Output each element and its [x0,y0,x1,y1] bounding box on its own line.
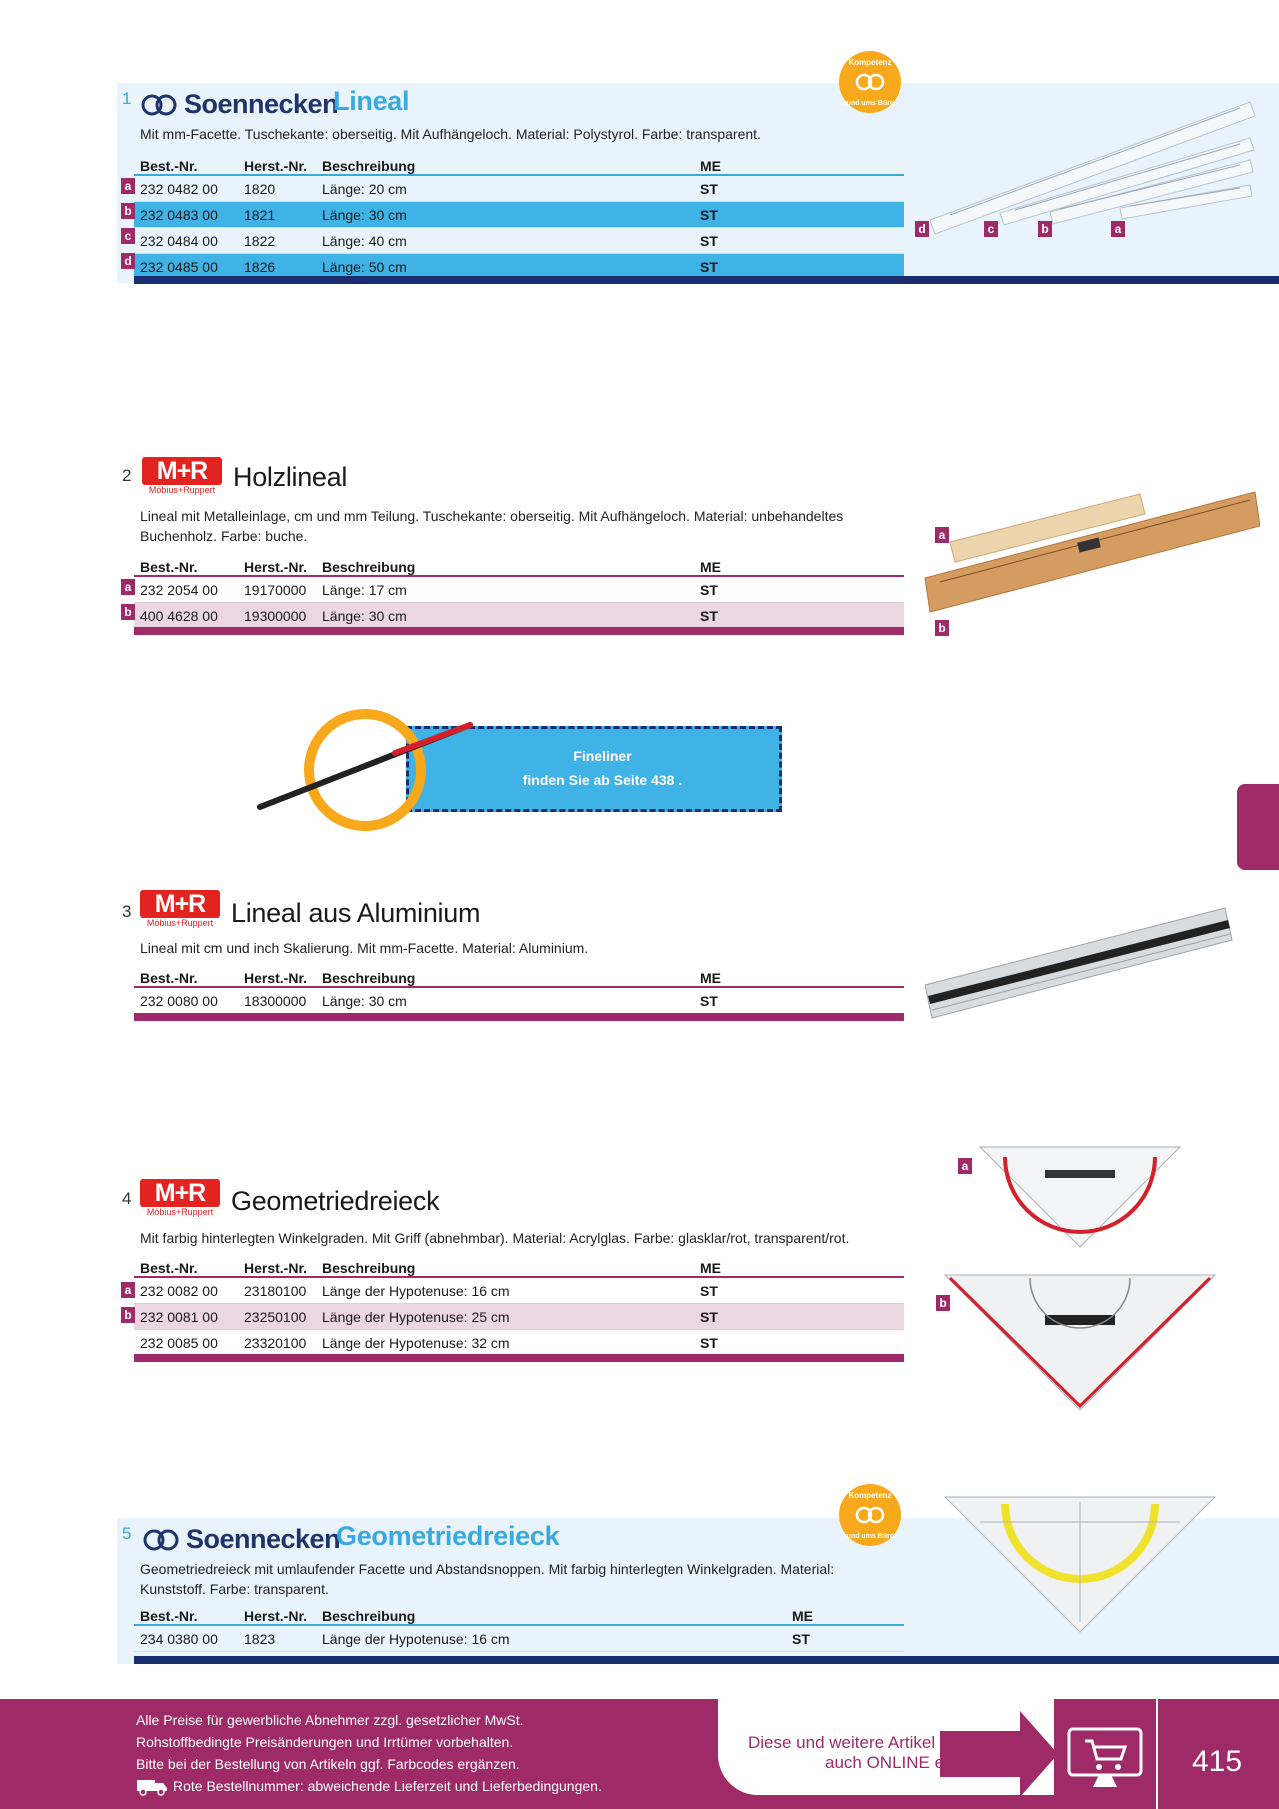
section-5-table [134,1601,904,1652]
beschreibung: Länge der Hypotenuse: 16 cm [316,1625,786,1652]
mr-logo-sub: Möbius+Ruppert [146,918,214,928]
footer [0,1699,1279,1809]
section-1-title: Lineal [333,86,410,116]
variant-letter: a [121,178,135,194]
kompetenz-badge [839,1484,901,1546]
badge-line1: Kompetenz [848,1491,892,1500]
section-3-title: Lineal aus Aluminium [231,898,481,928]
best-nr: 232 0080 00 [134,987,238,1014]
herst-nr: 23320100 [238,1330,316,1356]
col-beschreibung: Beschreibung [316,1253,694,1277]
moebius-ruppert-logo [140,1179,220,1219]
table-row [134,987,904,1014]
col-best: Best.-Nr. [134,963,238,987]
table-row [134,202,904,228]
table-row [134,1625,904,1652]
variant-letter: b [121,1307,135,1323]
mr-logo-sub: Möbius+Ruppert [146,1207,214,1217]
section-5-description: Geometriedreieck mit umlaufender Facette und Abstandsnoppen. Mit farbig hinterlegten Winkelgraden. Material: Kunststoff. Farbe: transparent. [140,1561,835,1597]
herst-nr: 23250100 [238,1304,316,1330]
best-nr: 232 0482 00 [134,175,238,202]
cart-monitor-icon[interactable] [1065,1727,1145,1793]
fineliner-pen-image [255,705,485,835]
badge-line1: Kompetenz [848,58,892,67]
section-1-number: 1 [122,89,132,108]
col-herst: Herst.-Nr. [238,151,316,175]
footer-line-3: Bitte bei der Bestellung von Artikeln ggf. Farbcodes ergänzen. [136,1756,520,1772]
promo-line2: finden Sie ab Seite 438 . [522,772,683,788]
section-5-number: 5 [122,1524,132,1543]
me: ST [694,254,904,280]
section-2-title: Holzlineal [233,462,348,492]
col-herst: Herst.-Nr. [238,1601,316,1625]
image-letter: a [935,527,949,543]
me: ST [694,1304,904,1330]
table-row [134,603,904,629]
herst-nr: 1822 [238,228,316,254]
beschreibung: Länge der Hypotenuse: 16 cm [316,1277,694,1304]
col-best: Best.-Nr. [134,151,238,175]
best-nr: 232 0085 00 [134,1330,238,1356]
footer-divider [1156,1699,1158,1809]
image-letter: a [1111,221,1125,237]
col-me: ME [694,552,904,576]
chapter-tab[interactable] [1237,784,1279,870]
me: ST [694,1277,904,1304]
footer-line-1: Alle Preise für gewerbliche Abnehmer zzgl. gesetzlicher MwSt. [136,1712,524,1728]
col-me: ME [694,1253,904,1277]
col-best: Best.-Nr. [134,1601,238,1625]
online-line-1: Diese und weitere Artikel [748,1733,936,1752]
col-beschreibung: Beschreibung [316,151,694,175]
aluminium-ruler-image [920,900,1240,1030]
moebius-ruppert-logo [140,890,220,930]
section-4-description: Mit farbig hinterlegten Winkelgraden. Mit Griff (abnehmbar). Material: Acrylglas. Farbe: glasklar/rot, transparent/rot. [140,1230,850,1246]
badge-line2: rund ums Büro. [843,100,897,107]
beschreibung: Länge der Hypotenuse: 32 cm [316,1330,694,1356]
image-letter: b [1038,221,1052,237]
col-herst: Herst.-Nr. [238,552,316,576]
col-best: Best.-Nr. [134,1253,238,1277]
beschreibung: Länge: 30 cm [316,202,694,228]
promo-line1: Fineliner [573,748,632,764]
best-nr: 234 0380 00 [134,1625,238,1652]
best-nr: 400 4628 00 [134,603,238,629]
herst-nr: 19170000 [238,576,316,603]
image-letter: b [936,1295,950,1311]
me: ST [694,603,904,629]
herst-nr: 1826 [238,254,316,280]
variant-letter: b [121,203,135,219]
page-number: 415 [1191,1745,1243,1778]
soennecken-logo [140,89,338,120]
section-3-number: 3 [122,902,132,921]
me: ST [694,228,904,254]
section-1-table [134,151,904,280]
section-1-bar [134,276,1279,284]
triangle-soennecken-image [940,1492,1220,1637]
mr-logo-sub: Möbius+Ruppert [148,485,216,495]
kompetenz-rings-icon [839,1484,901,1546]
col-best: Best.-Nr. [134,552,238,576]
herst-nr: 1820 [238,175,316,202]
section-4-bar [134,1354,904,1362]
beschreibung: Länge: 17 cm [316,576,694,603]
kompetenz-rings-icon [839,51,901,113]
col-herst: Herst.-Nr. [238,1253,316,1277]
best-nr: 232 0485 00 [134,254,238,280]
col-beschreibung: Beschreibung [316,1601,786,1625]
table-row [134,1304,904,1330]
section-4-table [134,1253,904,1356]
mr-logo-mark: M+R [140,1179,220,1207]
variant-letter: a [121,1282,135,1298]
beschreibung: Länge der Hypotenuse: 25 cm [316,1304,694,1330]
herst-nr: 1821 [238,202,316,228]
best-nr: 232 2054 00 [134,576,238,603]
mr-logo-mark: M+R [140,890,220,918]
delivery-truck-icon [136,1778,168,1796]
kompetenz-badge [839,51,901,113]
soennecken-logo [142,1524,340,1555]
beschreibung: Länge: 30 cm [316,987,694,1014]
variant-letter: d [121,253,135,269]
me: ST [694,1330,904,1356]
badge-line2: rund ums Büro. [843,1533,897,1540]
col-beschreibung: Beschreibung [316,963,694,987]
table-row [134,1330,904,1356]
herst-nr: 19300000 [238,603,316,629]
section-2-bar [134,627,904,635]
table-row [134,1277,904,1304]
best-nr: 232 0081 00 [134,1304,238,1330]
variant-letter: c [121,228,135,244]
triangle-a-image [975,1142,1185,1252]
beschreibung: Länge: 20 cm [316,175,694,202]
me: ST [694,175,904,202]
section-3-table [134,963,904,1014]
me: ST [694,576,904,603]
section-2-table [134,552,904,629]
footer-line-4: Rote Bestellnummer: abweichende Lieferzeit und Lieferbedingungen. [173,1778,602,1794]
image-letter: c [984,221,998,237]
section-4-title: Geometriedreieck [231,1186,440,1216]
footer-line-2: Rohstoffbedingte Preisänderungen und Irrtümer vorbehalten. [136,1734,514,1750]
wooden-rulers-image [920,470,1260,620]
image-letter: a [958,1158,972,1174]
col-beschreibung: Beschreibung [316,552,694,576]
col-me: ME [786,1601,904,1625]
best-nr: 232 0082 00 [134,1277,238,1304]
section-1-description: Mit mm-Facette. Tuschekante: oberseitig. Mit Aufhängeloch. Material: Polystyrol. Farbe: transparent. [140,126,761,142]
beschreibung: Länge: 50 cm [316,254,694,280]
herst-nr: 23180100 [238,1277,316,1304]
table-row [134,228,904,254]
section-3-description: Lineal mit cm und inch Skalierung. Mit mm-Facette. Material: Aluminium. [140,940,589,956]
best-nr: 232 0484 00 [134,228,238,254]
image-letter: d [915,221,929,237]
section-2-number: 2 [122,466,132,485]
section-4-number: 4 [122,1189,132,1208]
variant-letter: b [121,604,135,620]
section-5-bar [134,1656,1279,1664]
brand-name: Soennecken [184,89,339,119]
table-row [134,576,904,603]
me: ST [694,987,904,1014]
section-3-bar [134,1013,904,1021]
me: ST [786,1625,904,1652]
triangle-b-image [940,1270,1220,1415]
herst-nr: 18300000 [238,987,316,1014]
online-line-2: auch ONLINE erhältlich! [825,1753,1008,1772]
me: ST [694,202,904,228]
beschreibung: Länge: 30 cm [316,603,694,629]
col-me: ME [694,151,904,175]
best-nr: 232 0483 00 [134,202,238,228]
col-me: ME [694,963,904,987]
image-letter: b [935,620,949,636]
section-5-title: Geometriedreieck [336,1521,560,1551]
col-herst: Herst.-Nr. [238,963,316,987]
variant-letter: a [121,579,135,595]
brand-name: Soennecken [186,1524,341,1554]
table-row [134,175,904,202]
section-2-description: Lineal mit Metalleinlage, cm und mm Teilung. Tuschekante: oberseitig. Mit Aufhängeloch. Material: unbehandeltes Buchenholz. Farbe: buche. [140,508,844,544]
mr-logo-mark: M+R [142,457,222,485]
rulers-image [920,90,1260,240]
moebius-ruppert-logo [142,457,222,497]
herst-nr: 1823 [238,1625,316,1652]
beschreibung: Länge: 40 cm [316,228,694,254]
